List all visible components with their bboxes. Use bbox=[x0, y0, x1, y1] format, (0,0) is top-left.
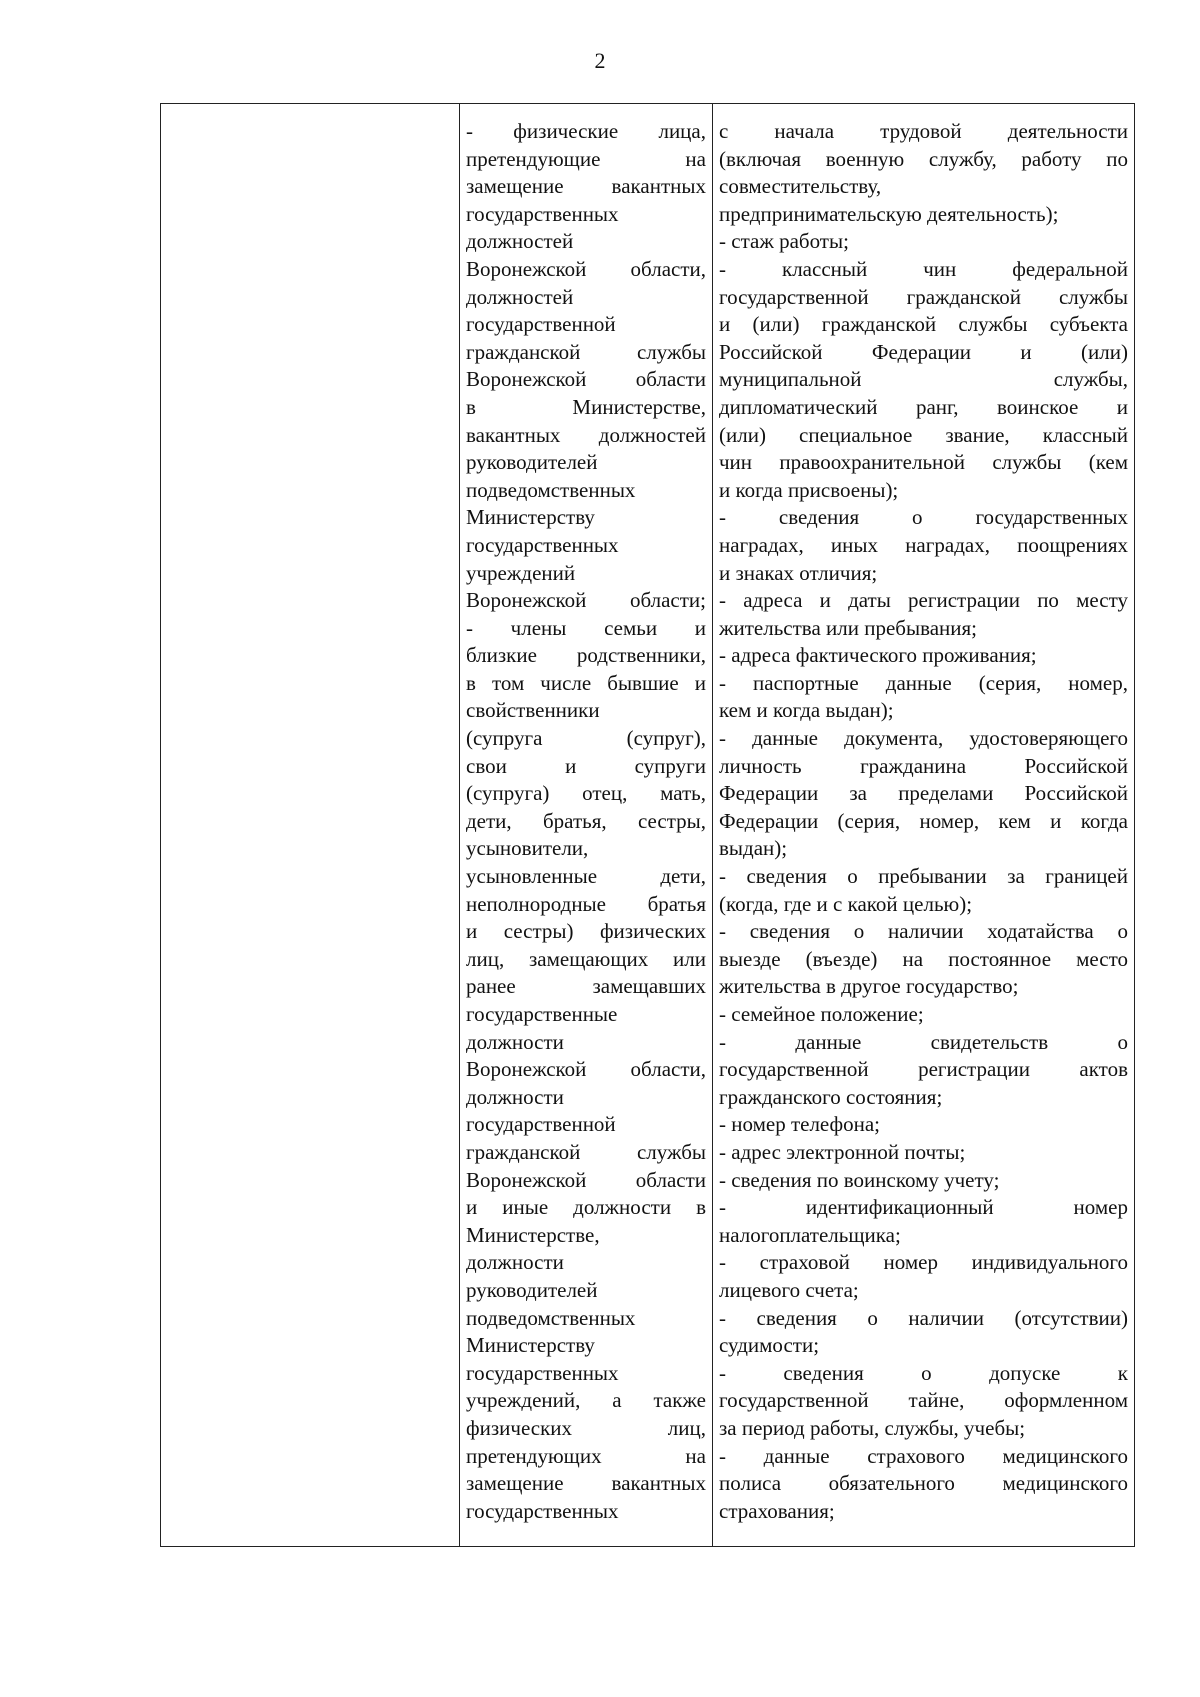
text-line: должности bbox=[466, 1029, 564, 1054]
text-line: лицевого счета; bbox=[719, 1277, 859, 1302]
text-line: (или) специальное звание, классный bbox=[719, 422, 1128, 447]
text-line: с начала трудовой деятельности bbox=[719, 119, 1128, 143]
text-line: замещение вакантных bbox=[466, 174, 706, 199]
text-line: замещение вакантных bbox=[466, 1471, 706, 1496]
text-line: - адреса и даты регистрации по месту bbox=[719, 588, 1128, 613]
text-line: Воронежской области, bbox=[466, 256, 706, 281]
text-line: - данные страхового медицинского bbox=[719, 1443, 1128, 1468]
text-line: (включая военную службу, работу по bbox=[719, 146, 1128, 171]
text-line: полиса обязательного медицинского bbox=[719, 1471, 1128, 1496]
text-line: - адреса фактического проживания; bbox=[719, 643, 1037, 668]
text-line: Воронежской области, bbox=[466, 1057, 706, 1082]
text-line: государственной bbox=[466, 312, 616, 337]
text-line: предпринимательскую деятельность); bbox=[719, 201, 1059, 226]
text-line: - сведения о допуске к bbox=[719, 1360, 1128, 1385]
text-line: должности bbox=[466, 1084, 564, 1109]
text-line: Министерству bbox=[466, 505, 595, 530]
text-line: руководителей bbox=[466, 450, 598, 475]
text-line: гражданского состояния; bbox=[719, 1084, 943, 1109]
text-line: неполнородные братья bbox=[466, 891, 706, 916]
text-line: государственной bbox=[466, 1112, 616, 1137]
text-line: претендующие на bbox=[466, 146, 706, 171]
text-line: и иные должности в bbox=[466, 1195, 706, 1220]
text-line: усыновленные дети, bbox=[466, 864, 706, 889]
text-line: гражданской службы bbox=[466, 339, 706, 364]
text-line: чин правоохранительной службы (кем bbox=[719, 450, 1128, 475]
text-line: - номер телефона; bbox=[719, 1112, 880, 1137]
text-line: руководителей bbox=[466, 1277, 598, 1302]
table-cell-category bbox=[161, 104, 460, 1547]
table-row bbox=[161, 104, 1135, 1547]
text-line: Министерству bbox=[466, 1333, 595, 1358]
text-line: совместительству, bbox=[719, 174, 882, 199]
text-line: государственные bbox=[466, 1002, 618, 1026]
text-line: - семейное положение; bbox=[719, 1002, 924, 1026]
text-line: налогоплательщика; bbox=[719, 1222, 901, 1247]
text-line: наградах, иных наградах, поощрениях bbox=[719, 532, 1128, 557]
text-line: гражданской службы bbox=[466, 1139, 706, 1164]
text-line: (когда, где и с какой целью); bbox=[719, 891, 973, 916]
text-line: - классный чин федеральной bbox=[719, 256, 1128, 281]
text-line: государственной регистрации актов bbox=[719, 1057, 1128, 1082]
text-line: государственных bbox=[466, 532, 619, 557]
text-line: Российской Федерации и (или) bbox=[719, 339, 1128, 364]
text-line: за период работы, службы, учебы; bbox=[719, 1415, 1026, 1440]
text-line: учреждений bbox=[466, 560, 576, 585]
text-line: личность гражданина Российской bbox=[719, 753, 1128, 778]
text-line: в Министерстве, bbox=[466, 394, 706, 419]
text-line: вакантных должностей bbox=[466, 422, 706, 447]
text-line: жительства в другое государство; bbox=[719, 974, 1019, 999]
text-line: - паспортные данные (серия, номер, bbox=[719, 670, 1128, 695]
text-line: - члены семьи и bbox=[466, 615, 706, 640]
text-line: (супруга) отец, мать, bbox=[466, 781, 706, 806]
table-cell-subjects bbox=[460, 104, 713, 1547]
text-line: - данные свидетельств о bbox=[719, 1029, 1128, 1054]
text-line: государственных bbox=[466, 1498, 619, 1523]
text-line: Воронежской области; bbox=[466, 588, 706, 613]
text-line: государственной гражданской службы bbox=[719, 284, 1128, 309]
text-line: выезде (въезде) на постоянное место bbox=[719, 946, 1128, 971]
cell-text-category bbox=[161, 104, 459, 118]
text-line: кем и когда выдан); bbox=[719, 698, 894, 723]
text-line: государственных bbox=[466, 201, 619, 226]
text-line: в том числе бывшие и bbox=[466, 670, 706, 695]
text-line: усыновители, bbox=[466, 836, 589, 861]
text-line: дети, братья, сестры, bbox=[466, 808, 706, 833]
text-line: - страховой номер индивидуального bbox=[719, 1250, 1128, 1275]
text-line: государственной тайне, оформленном bbox=[719, 1388, 1128, 1413]
text-line: Воронежской области bbox=[466, 367, 706, 392]
text-line: подведомственных bbox=[466, 477, 636, 502]
text-line: страхования; bbox=[719, 1498, 835, 1523]
cell-text-subjects bbox=[460, 104, 712, 1525]
text-line: Федерации за пределами Российской bbox=[719, 781, 1128, 806]
text-line: лиц, замещающих или bbox=[466, 946, 706, 971]
text-line: - данные документа, удостоверяющего bbox=[719, 726, 1128, 751]
text-line: должности bbox=[466, 1250, 564, 1275]
text-line: должностей bbox=[466, 284, 574, 309]
text-line: - сведения о наличии (отсутствии) bbox=[719, 1305, 1128, 1330]
text-line: - адрес электронной почты; bbox=[719, 1139, 966, 1164]
text-line: близкие родственники, bbox=[466, 643, 706, 668]
text-line: должностей bbox=[466, 229, 574, 254]
text-line: - сведения о пребывании за границей bbox=[719, 864, 1128, 889]
text-line: учреждений, а также bbox=[466, 1388, 706, 1413]
text-line: Министерстве, bbox=[466, 1222, 600, 1247]
text-line: физических лиц, bbox=[466, 1415, 706, 1440]
text-line: претендующих на bbox=[466, 1443, 706, 1468]
text-line: муниципальной службы, bbox=[719, 367, 1128, 392]
text-line: судимости; bbox=[719, 1333, 820, 1358]
text-line: ранее замещавших bbox=[466, 974, 706, 999]
text-line: свои и супруги bbox=[466, 753, 706, 778]
data-table bbox=[160, 103, 1135, 1547]
text-line: и знаках отличия; bbox=[719, 560, 878, 585]
text-line: Воронежской области bbox=[466, 1167, 706, 1192]
text-line: - стаж работы; bbox=[719, 229, 849, 254]
text-line: и (или) гражданской службы субъекта bbox=[719, 312, 1128, 337]
text-line: и сестры) физических bbox=[466, 919, 706, 944]
text-line: свойственники bbox=[466, 698, 600, 723]
text-line: - сведения о наличии ходатайства о bbox=[719, 919, 1128, 944]
text-line: выдан); bbox=[719, 836, 788, 861]
text-line: - идентификационный номер bbox=[719, 1195, 1128, 1220]
table-cell-data-list bbox=[713, 104, 1135, 1547]
text-line: Федерации (серия, номер, кем и когда bbox=[719, 808, 1128, 833]
text-line: государственных bbox=[466, 1360, 619, 1385]
text-line: подведомственных bbox=[466, 1305, 636, 1330]
text-line: - физические лица, bbox=[466, 119, 706, 143]
text-line: - сведения о государственных bbox=[719, 505, 1128, 530]
text-line: дипломатический ранг, воинское и bbox=[719, 394, 1128, 419]
text-line: (супруга (супруг), bbox=[466, 726, 706, 751]
text-line: и когда присвоены); bbox=[719, 477, 899, 502]
page-number: 2 bbox=[594, 48, 606, 73]
cell-text-data-list bbox=[713, 104, 1134, 1525]
text-line: - сведения по воинскому учету; bbox=[719, 1167, 1000, 1192]
text-line: жительства или пребывания; bbox=[719, 615, 977, 640]
